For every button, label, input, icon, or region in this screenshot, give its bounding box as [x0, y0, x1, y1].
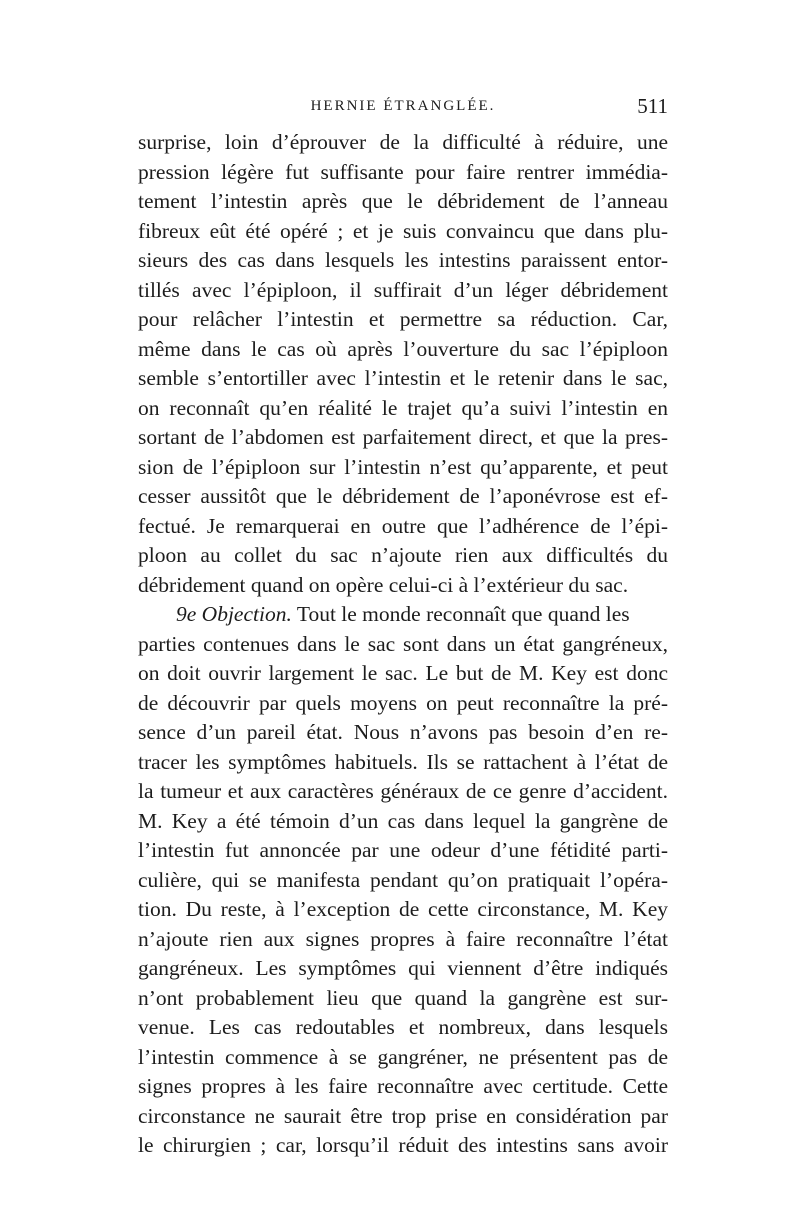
- text-line: pression légère fut suffisante pour faire rentrer immédia-: [138, 159, 668, 184]
- text-line: surprise, loin d’éprouver de la difficulté à réduire, une: [138, 130, 668, 154]
- text-line: sion de l’épiploon sur l’intestin n’est qu’apparente, et peut: [138, 454, 668, 479]
- text-line: tion. Du reste, à l’exception de cette circonstance, M. Key: [138, 897, 668, 921]
- text-line: gangréneux. Les symptômes qui viennent d’être indiqués: [138, 956, 668, 980]
- text-line: signes propres à les faire reconnaître avec certitude. Cette: [138, 1074, 668, 1098]
- running-title: HERNIE ÉTRANGLÉE.: [310, 98, 496, 114]
- text-line: fibreux eût été opéré ; et je suis convaincu que dans plu-: [138, 218, 668, 243]
- text-line: circonstance ne saurait être trop prise en considération par: [138, 1103, 668, 1128]
- text-line: débridement quand on opère celui-ci à l’extérieur du sac.: [138, 572, 629, 597]
- body-text: [138, 128, 668, 1161]
- text-line: on doit ouvrir largement le sac. Le but de M. Key est donc: [138, 661, 668, 685]
- text-line: sortant de l’abdomen est parfaitement direct, et que la pres-: [138, 425, 668, 449]
- text-line: le chirurgien ; car, lorsqu’il réduit des intestins sans avoir: [138, 1133, 668, 1157]
- running-head: [138, 92, 668, 122]
- text-line: n’ajoute rien aux signes propres à faire reconnaître l’état: [138, 926, 668, 951]
- text-line: semble s’entortiller avec l’intestin et le retenir dans le sac,: [138, 366, 668, 390]
- text-line: l’intestin fut annoncée par une odeur d’une fétidité parti-: [138, 838, 668, 862]
- text-line: fectué. Je remarquerai en outre que l’adhérence de l’épi-: [138, 513, 668, 538]
- paragraph-2-first-line: [138, 600, 668, 630]
- text-line: ploon au collet du sac n’ajoute rien aux difficultés du: [138, 543, 668, 567]
- text-line: pour relâcher l’intestin et permettre sa réduction. Car,: [138, 307, 668, 331]
- text-line: tement l’intestin après que le débridement de l’anneau: [138, 189, 668, 213]
- text-line: venue. Les cas redoutables et nombreux, dans lesquels: [138, 1015, 668, 1039]
- objection-label: 9e Objection.: [176, 602, 292, 626]
- text-line: culière, qui se manifesta pendant qu’on pratiquait l’opéra-: [138, 867, 668, 892]
- text-line: cesser aussitôt que le débridement de l’aponévrose est ef-: [138, 484, 668, 508]
- text-line: tracer les symptômes habituels. Ils se rattachent à l’état de: [138, 749, 668, 774]
- text-line: parties contenues dans le sac sont dans un état gangréneux,: [138, 631, 668, 656]
- text-line: tillés avec l’épiploon, il suffirait d’un léger débridement: [138, 277, 668, 302]
- text-line: M. Key a été témoin d’un cas dans lequel la gangrène de: [138, 808, 668, 833]
- text-line-rest: Tout le monde reconnaît que quand les: [291, 602, 630, 626]
- paragraph-1: [138, 128, 668, 600]
- text-line: sence d’un pareil état. Nous n’avons pas besoin d’en re-: [138, 720, 668, 744]
- text-line: même dans le cas où après l’ouverture du sac l’épiploon: [138, 336, 668, 361]
- text-line: la tumeur et aux caractères généraux de ce genre d’accident.: [138, 779, 668, 803]
- paragraph-2: [138, 600, 668, 1161]
- text-line: sieurs des cas dans lesquels les intestins paraissent entor-: [138, 248, 668, 272]
- text-line: on reconnaît qu’en réalité le trajet qu’a suivi l’intestin en: [138, 395, 668, 420]
- text-line: n’ont probablement lieu que quand la gangrène est sur-: [138, 985, 668, 1010]
- text-line: de découvrir par quels moyens on peut reconnaître la pré-: [138, 690, 668, 715]
- page-number: 511: [637, 94, 668, 118]
- text-line: l’intestin commence à se gangréner, ne présentent pas de: [138, 1044, 668, 1069]
